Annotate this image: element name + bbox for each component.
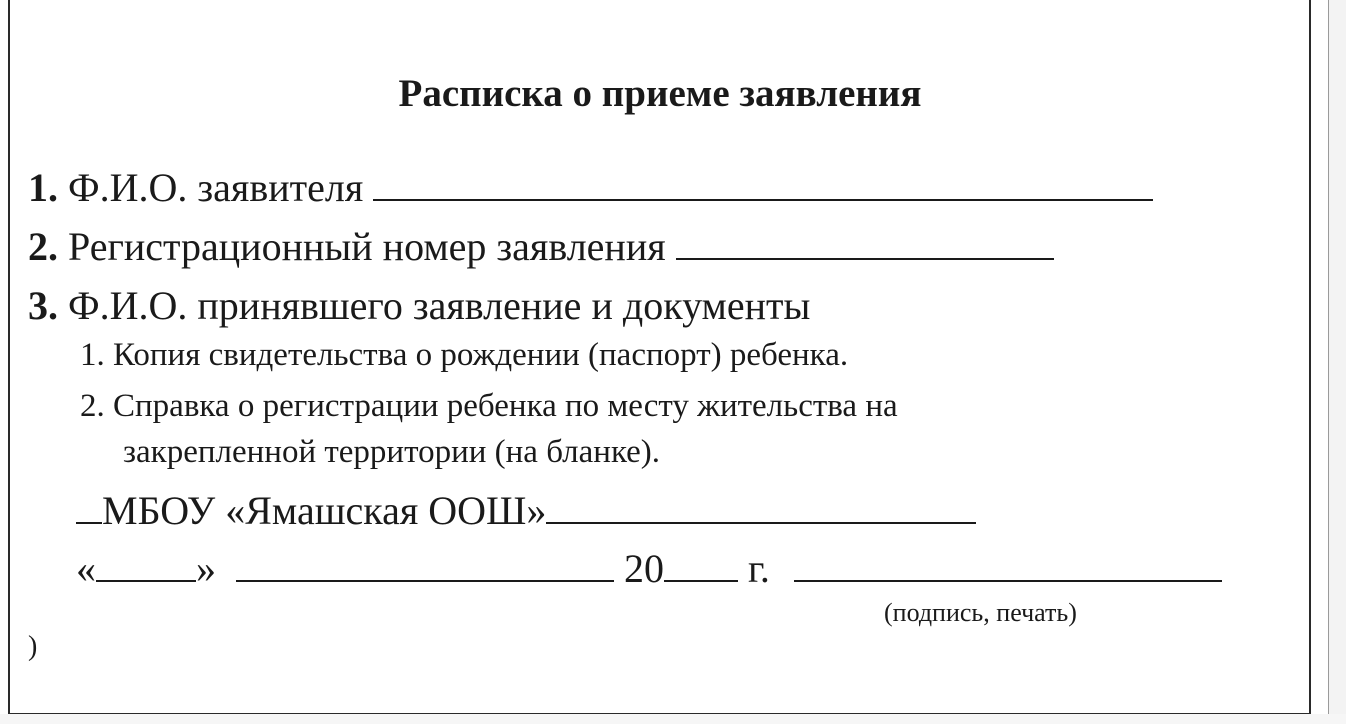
document-list-item: 1. Копия свидетельства о рождении (паспорт) ребенка.	[80, 337, 849, 373]
stray-mark: )	[28, 631, 38, 662]
field-applicant-name	[28, 163, 1153, 213]
field-label: Ф.И.О. принявшего заявление и документы	[58, 283, 811, 328]
scan-edge	[1328, 0, 1346, 724]
item-number: 3.	[28, 283, 58, 328]
document-title: Расписка о приеме заявления	[398, 72, 922, 115]
item-number: 1.	[28, 165, 58, 210]
month-input-line[interactable]	[236, 579, 614, 582]
date-year-suffix: г.	[748, 546, 770, 591]
signature-caption: (подпись, печать)	[884, 598, 1077, 627]
date-open-quote: «	[76, 546, 96, 591]
org-leading-blank	[76, 521, 102, 524]
field-registration-number	[28, 222, 1054, 272]
field-receiver-name	[28, 281, 810, 331]
field-label: Регистрационный номер заявления	[58, 224, 676, 269]
registration-number-input-line[interactable]	[676, 257, 1054, 260]
applicant-name-input-line[interactable]	[373, 198, 1153, 201]
organization-name: МБОУ «Ямашская ООШ»	[102, 488, 547, 533]
signature-input-line[interactable]	[794, 579, 1222, 582]
document-list-item: 2. Справка о регистрации ребенка по месту жительства на	[80, 388, 898, 424]
field-label: Ф.И.О. заявителя	[58, 165, 374, 210]
item-number: 2.	[28, 224, 58, 269]
date-close-quote: »	[196, 546, 216, 591]
scan-bottom-edge	[0, 714, 1346, 724]
document-list-item-continuation: закрепленной территории (на бланке).	[123, 434, 661, 470]
organization-line	[76, 486, 976, 536]
date-signature-line	[76, 544, 1222, 594]
organization-input-line[interactable]	[546, 521, 976, 524]
day-input-line[interactable]	[96, 579, 196, 582]
year-input-line[interactable]	[664, 579, 738, 582]
date-year-prefix: 20	[624, 546, 664, 591]
